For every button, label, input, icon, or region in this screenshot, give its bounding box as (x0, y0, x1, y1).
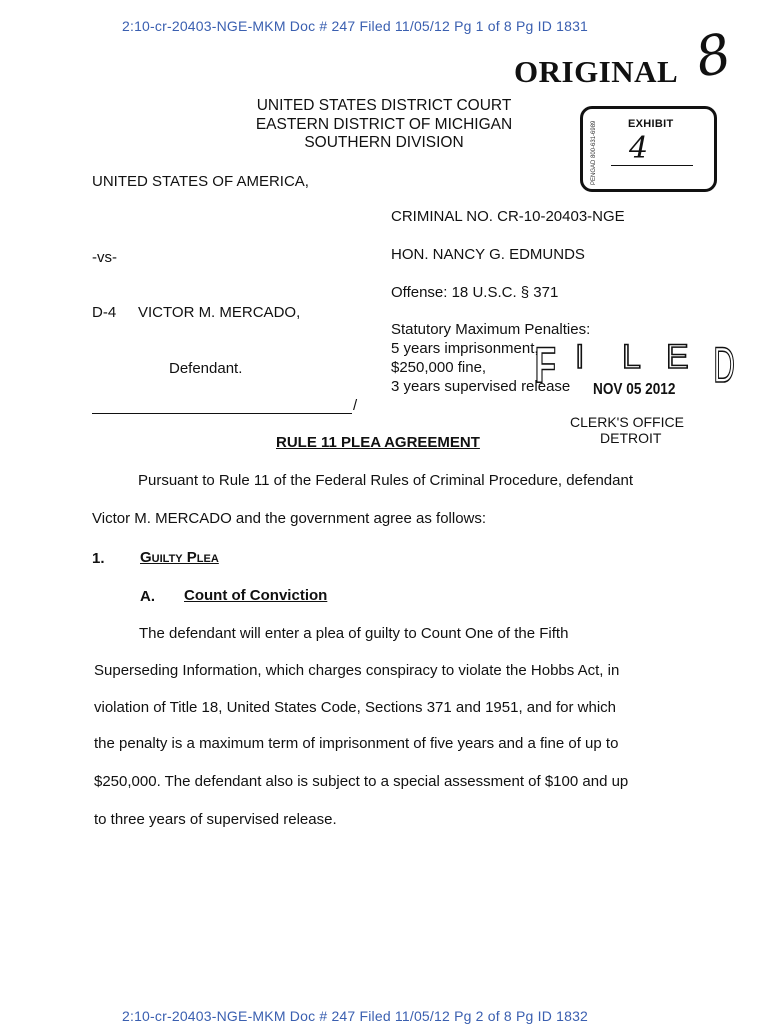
intro-line-2: Victor M. MERCADO and the government agree as follows: (92, 510, 487, 527)
court-line-3: SOUTHERN DIVISION (304, 134, 464, 151)
exhibit-label: EXHIBIT (628, 118, 674, 130)
filed-letter-i: I (575, 338, 585, 376)
paragraph-line-4: the penalty is a maximum term of imprisonment of five years and a fine of up to (94, 735, 619, 752)
caption-slash: / (353, 397, 358, 414)
judge: HON. NANCY G. EDMUNDS (391, 246, 585, 263)
defendant-prefix: D-4 (92, 304, 117, 321)
penalty-fine: $250,000 fine, (391, 359, 487, 376)
penalty-supervised-release: 3 years supervised release (391, 378, 571, 395)
penalties-heading: Statutory Maximum Penalties: (391, 321, 591, 338)
court-heading (234, 97, 534, 153)
filed-letter-d: D (713, 337, 735, 393)
defendant-name: VICTOR M. MERCADO, (138, 304, 301, 321)
exhibit-sticker (580, 106, 717, 192)
versus: -vs- (92, 249, 117, 266)
exhibit-vendor: PENGAD 800-631-6989 (591, 120, 597, 185)
document-title: RULE 11 PLEA AGREEMENT (276, 434, 480, 451)
filed-letter-l: L (622, 338, 641, 376)
plaintiff: UNITED STATES OF AMERICA, (92, 173, 309, 190)
court-line-1: UNITED STATES DISTRICT COURT (256, 97, 512, 114)
section-1-heading: Guilty Plea (140, 549, 219, 566)
clerks-office-city: DETROIT (600, 430, 662, 446)
subsection-a-letter: A. (140, 588, 155, 605)
criminal-number: CRIMINAL NO. CR-10-20403-NGE (391, 208, 625, 225)
exhibit-line (611, 165, 693, 166)
filed-date: NOV 05 2012 (593, 381, 676, 398)
filed-letter-e: E (666, 338, 689, 376)
caption-rule (92, 413, 352, 414)
offense: Offense: 18 U.S.C. § 371 (391, 284, 559, 301)
penalty-imprisonment: 5 years imprisonment, (391, 340, 539, 357)
intro-line-1: Pursuant to Rule 11 of the Federal Rules of Criminal Procedure, defendant (138, 472, 633, 489)
subsection-a-heading: Count of Conviction (184, 587, 328, 604)
exhibit-number: 4 (629, 131, 649, 166)
paragraph-line-5: $250,000. The defendant also is subject to a special assessment of $100 and up (94, 773, 629, 790)
section-1-number: 1. (92, 550, 105, 567)
court-line-2: EASTERN DISTRICT OF MICHIGAN (255, 115, 513, 133)
clerks-office: CLERK'S OFFICE (570, 414, 684, 430)
paragraph-line-3: violation of Title 18, United States Code, Sections 371 and 1951, and for which (94, 699, 616, 716)
paragraph-line-2: Superseding Information, which charges conspiracy to violate the Hobbs Act, in (94, 662, 620, 679)
ecf-header-top: 2:10-cr-20403-NGE-MKM Doc # 247 Filed 11/05/12 Pg 1 of 8 Pg ID 1831 (122, 18, 589, 34)
defendant-label: Defendant. (169, 360, 243, 377)
original-stamp: ORIGINAL (514, 54, 679, 89)
filed-letter-f: F (534, 337, 556, 393)
paragraph-line-6: to three years of supervised release. (94, 811, 337, 828)
ecf-header-bottom: 2:10-cr-20403-NGE-MKM Doc # 247 Filed 11/05/12 Pg 2 of 8 Pg ID 1832 (122, 1008, 589, 1024)
paragraph-line-1: The defendant will enter a plea of guilty to Count One of the Fifth (139, 625, 569, 642)
handwritten-number: 8 (689, 21, 737, 90)
